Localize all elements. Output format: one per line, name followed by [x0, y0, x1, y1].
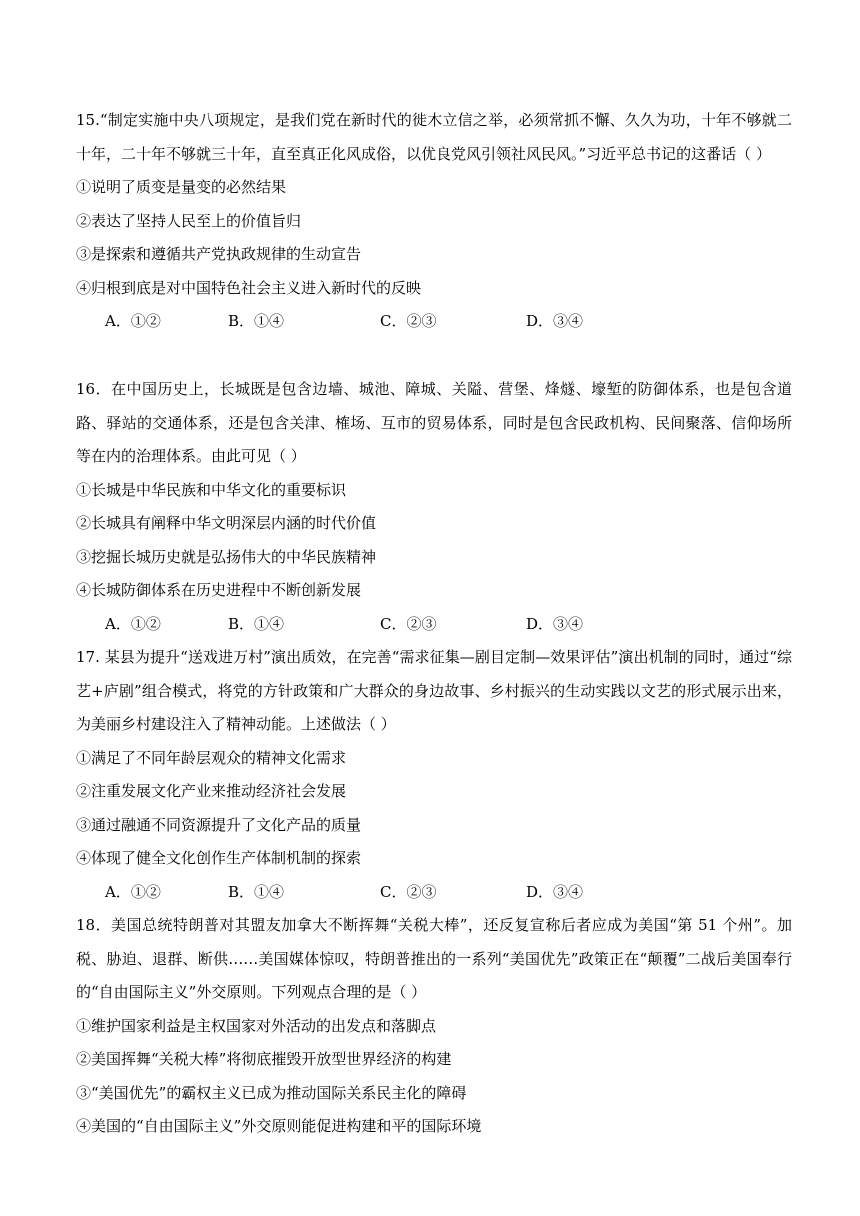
option-c[interactable]: C．②③	[380, 882, 437, 901]
question-17	[76, 641, 792, 909]
statement-2: ②长城具有阐释中华文明深层内涵的时代价值	[76, 514, 377, 532]
statement-2: ②表达了坚持人民至上的价值旨归	[76, 211, 302, 230]
statement-4: ④体现了健全文化创作生产体制机制的探索	[76, 849, 362, 867]
statement-1: ①说明了质变是量变的必然结果	[76, 178, 287, 196]
statement-4: ④归根到底是对中国特色社会主义进入新时代的反映	[76, 278, 422, 297]
option-a[interactable]: A．①②	[105, 312, 161, 330]
statement-1: ①维护国家利益是主权国家对外活动的出发点和落脚点	[76, 1016, 437, 1035]
statement-2: ②美国挥舞“关税大棒”将彻底摧毁开放型世界经济的构建	[76, 1050, 452, 1068]
option-c[interactable]: C．②③	[380, 312, 437, 330]
option-d[interactable]: D．③④	[526, 882, 584, 901]
statement-4: ④美国的“自由国际主义”外交原则能促进构建和平的国际环境	[76, 1117, 482, 1135]
option-b[interactable]: B．①④	[228, 614, 285, 633]
option-d[interactable]: D．③④	[526, 614, 584, 633]
answer-options	[76, 876, 792, 910]
statement-1: ①长城是中华民族和中华文化的重要标识	[76, 480, 347, 499]
statement-3: ③挖掘长城历史就是弘扬伟大的中华民族精神	[76, 547, 377, 566]
answer-options	[76, 305, 792, 339]
question-stem: 18．美国总统特朗普对其盟友加拿大不断挥舞“关税大棒”，还反复宣称后者应成为美国“第 51 个州”。加税、胁迫、退群、断供……美国媒体惊叹，特朗普推出的一系列“美国优先”政策正在“颠覆”二战后美国奉行的“自由国际主义”外交原则。下列观点合理的是（ ）	[76, 916, 792, 1001]
question-15	[76, 104, 792, 339]
question-stem: 16．在中国历史上，长城既是包含边墙、城池、障城、关隘、营堡、烽燧、壕堑的防御体系，也是包含道路、驿站的交通体系，还是包含关津、榷场、互市的贸易体系，同时是包含民政机构、民间聚落、信仰场所等在内的治理体系。由此可见（ ）	[76, 380, 792, 465]
question-18	[76, 909, 792, 1144]
question-stem: 15.“制定实施中央八项规定，是我们党在新时代的徙木立信之举，必须常抓不懈、久久为功，十年不够就二十年，二十年不够就三十年，直至真正化风成俗，以优良党风引领社风民风。”习近平总书记的这番话（ ）	[76, 111, 792, 163]
option-b[interactable]: B．①④	[228, 882, 285, 901]
option-a[interactable]: A．①②	[105, 882, 161, 901]
statement-4: ④长城防御体系在历史进程中不断创新发展	[76, 581, 362, 599]
option-a[interactable]: A．①②	[105, 614, 161, 633]
option-c[interactable]: C．②③	[380, 614, 437, 633]
question-16	[76, 373, 792, 641]
statement-2: ②注重发展文化产业来推动经济社会发展	[76, 782, 347, 800]
question-stem: 17. 某县为提升“送戏进万村”演出质效，在完善“需求征集—剧目定制—效果评估”演出机制的同时，通过“综艺+庐剧”组合模式，将党的方针政策和广大群众的身边故事、乡村振兴的生动实践以文艺的形式展示出来，为美丽乡村建设注入了精神动能。上述做法（ ）	[76, 648, 792, 733]
statement-3: ③通过融通不同资源提升了文化产品的质量	[76, 815, 362, 834]
statement-1: ①满足了不同年龄层观众的精神文化需求	[76, 748, 347, 767]
statement-3: ③“美国优先”的霸权主义已成为推动国际关系民主化的障碍	[76, 1083, 467, 1102]
statement-3: ③是探索和遵循共产党执政规律的生动宣告	[76, 245, 362, 263]
answer-options	[76, 608, 792, 642]
option-d[interactable]: D．③④	[526, 312, 584, 330]
option-b[interactable]: B．①④	[228, 312, 285, 330]
